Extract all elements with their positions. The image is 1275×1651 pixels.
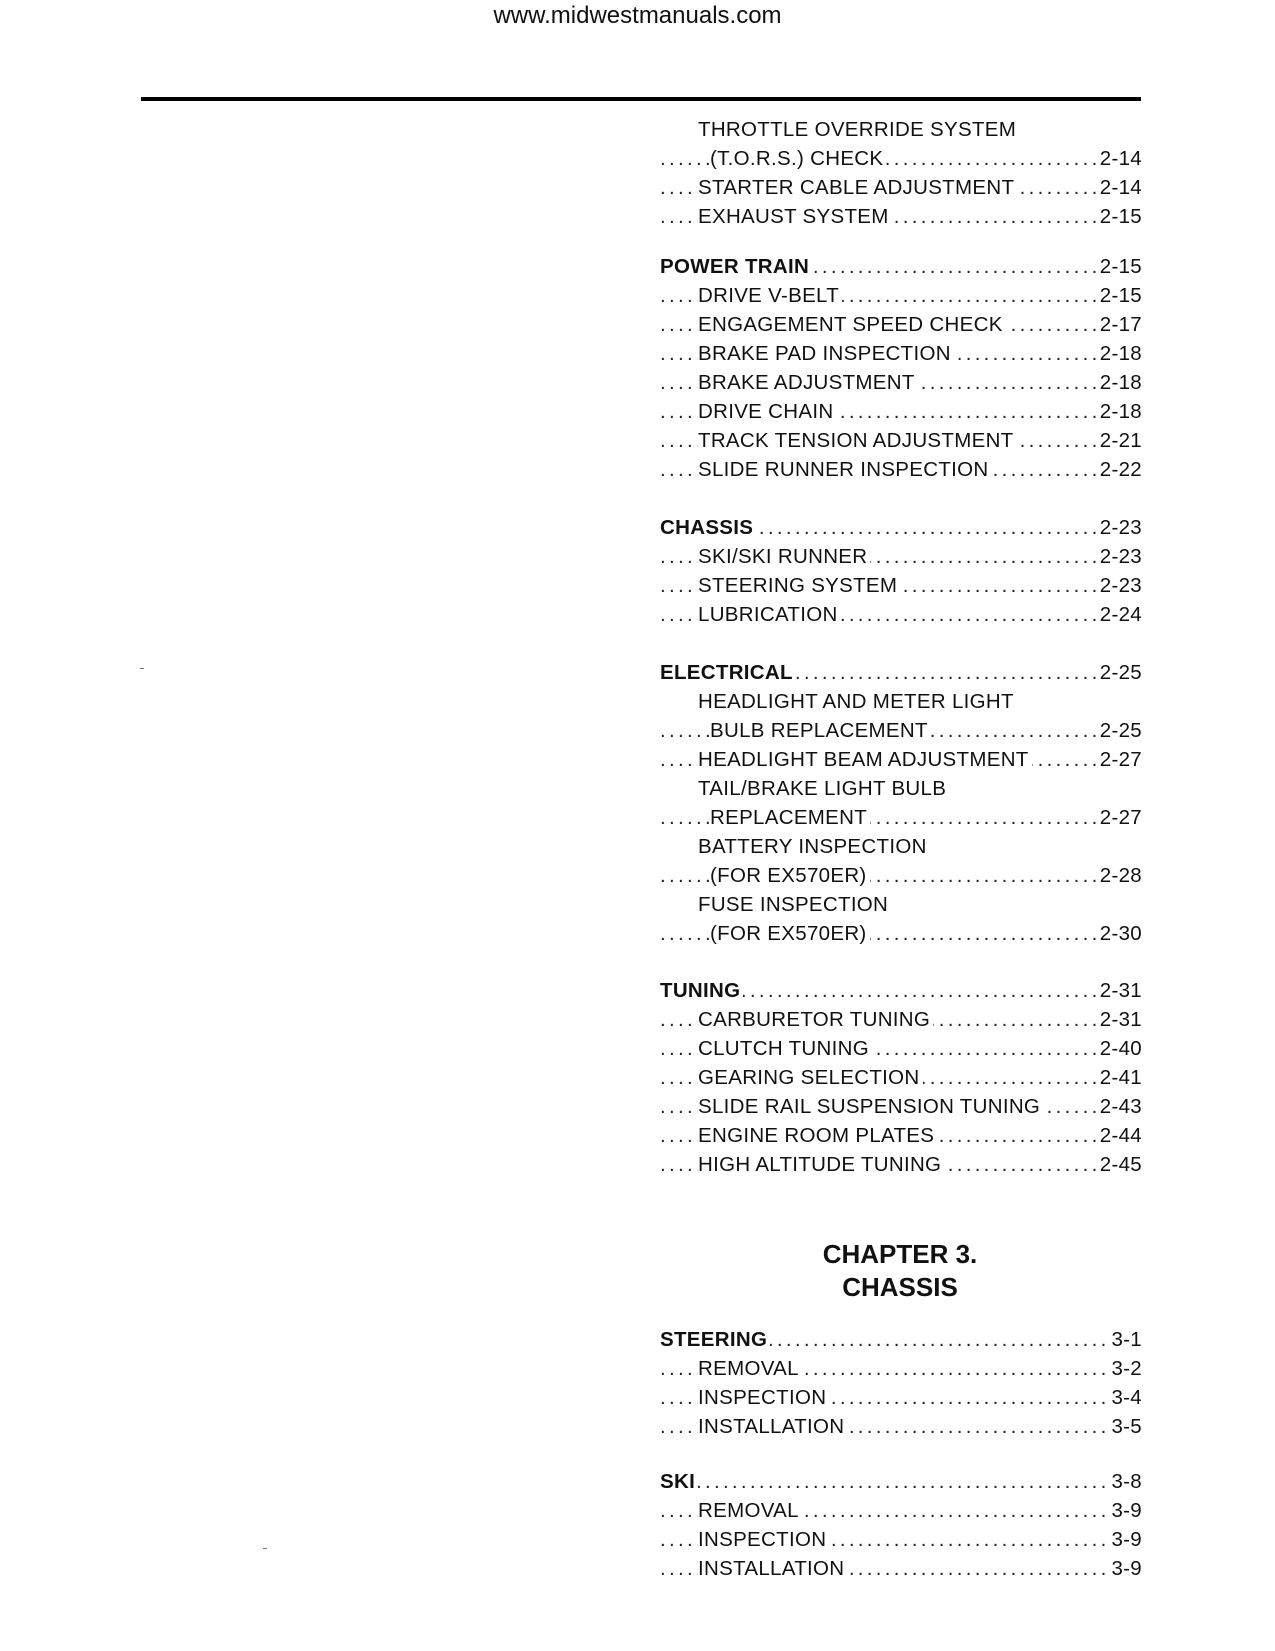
toc-entry-page: 3-4 xyxy=(1109,1383,1142,1412)
toc-entry[interactable] xyxy=(660,1150,1142,1179)
toc-entry-title: STEERING xyxy=(660,1328,770,1351)
toc-entry[interactable] xyxy=(660,173,1142,202)
toc-entry-page: 2-18 xyxy=(1098,397,1142,426)
toc-entry[interactable] xyxy=(660,1412,1142,1441)
toc-entry-page: 3-5 xyxy=(1109,1412,1142,1441)
toc-section-heading[interactable] xyxy=(660,513,1142,542)
site-url[interactable]: www.midwestmanuals.com xyxy=(493,2,782,29)
toc-entry-title: INSPECTION xyxy=(698,1528,829,1551)
toc-entry-page: 3-2 xyxy=(1109,1354,1142,1383)
toc-entry-page: 2-25 xyxy=(1098,716,1142,745)
toc-entry-title: ENGAGEMENT SPEED CHECK xyxy=(698,313,1006,336)
toc-entry-title: GEARING SELECTION xyxy=(698,1066,923,1089)
toc-entry[interactable] xyxy=(660,542,1142,571)
toc-entry-title: BRAKE ADJUSTMENT xyxy=(698,371,918,394)
toc-entry-page: 2-45 xyxy=(1098,1150,1142,1179)
toc-entry-page: 2-27 xyxy=(1098,745,1142,774)
toc-entry-title: BATTERY INSPECTION xyxy=(698,835,930,858)
toc-entry-page: 2-17 xyxy=(1098,310,1142,339)
toc-entry-page: 2-27 xyxy=(1098,803,1142,832)
toc-entry[interactable] xyxy=(660,202,1142,231)
toc-entry[interactable] xyxy=(660,716,1142,745)
toc-entry[interactable] xyxy=(660,1554,1142,1583)
toc-entry-page: 3-1 xyxy=(1109,1325,1142,1354)
toc-entry[interactable] xyxy=(660,339,1142,368)
toc-entry-page: 2-25 xyxy=(1098,658,1142,687)
toc-section-heading[interactable] xyxy=(660,658,1142,687)
toc-entry-page: 2-15 xyxy=(1098,281,1142,310)
toc-section-heading[interactable] xyxy=(660,976,1142,1005)
toc-entry-title: (FOR EX570ER) xyxy=(710,922,870,945)
toc-entry-title: CARBURETOR TUNING xyxy=(698,1008,933,1031)
toc-entry[interactable] xyxy=(660,600,1142,629)
toc-entry[interactable] xyxy=(660,890,1142,919)
toc-entry-title: SLIDE RUNNER INSPECTION xyxy=(698,458,992,481)
toc-entry[interactable] xyxy=(660,1354,1142,1383)
toc-entry-title: FUSE INSPECTION xyxy=(698,893,891,916)
toc-entry-title: HIGH ALTITUDE TUNING xyxy=(698,1153,944,1176)
toc-entry[interactable] xyxy=(660,571,1142,600)
toc-entry-title: (T.O.R.S.) CHECK xyxy=(710,147,886,170)
toc-entry-page: 2-40 xyxy=(1098,1034,1142,1063)
toc-entry-page: 2-23 xyxy=(1098,513,1142,542)
header-rule xyxy=(141,97,1141,101)
toc-entry[interactable] xyxy=(660,1525,1142,1554)
toc-section-heading[interactable] xyxy=(660,1325,1142,1354)
toc-section xyxy=(660,1325,1142,1441)
toc-section xyxy=(660,252,1142,484)
toc-entry[interactable] xyxy=(660,281,1142,310)
toc-entry-title: TUNING xyxy=(660,979,743,1002)
toc-section-heading[interactable] xyxy=(660,1467,1142,1496)
chapter-heading xyxy=(760,1238,1040,1304)
toc-entry-page: 2-28 xyxy=(1098,861,1142,890)
toc-entry-title: LUBRICATION xyxy=(698,603,841,626)
toc-entry-title: (FOR EX570ER) xyxy=(710,864,870,887)
toc-entry-title: DRIVE CHAIN xyxy=(698,400,836,423)
toc-entry-title: TRACK TENSION ADJUSTMENT xyxy=(698,429,1017,452)
toc-entry[interactable] xyxy=(660,1005,1142,1034)
toc-entry[interactable] xyxy=(660,310,1142,339)
toc-entry[interactable] xyxy=(660,1063,1142,1092)
toc-entry[interactable] xyxy=(660,1121,1142,1150)
toc-entry-page: 2-15 xyxy=(1098,202,1142,231)
toc-entry[interactable] xyxy=(660,115,1142,144)
toc-entry[interactable] xyxy=(660,745,1142,774)
toc-entry-page: 2-31 xyxy=(1098,976,1142,1005)
toc-entry-page: 3-9 xyxy=(1109,1554,1142,1583)
toc-section xyxy=(660,513,1142,629)
toc-entry-title: HEADLIGHT AND METER LIGHT xyxy=(698,690,1017,713)
toc-entry-page: 2-43 xyxy=(1098,1092,1142,1121)
toc-entry-title: THROTTLE OVERRIDE SYSTEM xyxy=(698,118,1019,141)
toc-entry-page: 2-18 xyxy=(1098,339,1142,368)
toc-entry-title: BRAKE PAD INSPECTION xyxy=(698,342,954,365)
toc-entry-page: 2-22 xyxy=(1098,455,1142,484)
toc-entry[interactable] xyxy=(660,455,1142,484)
toc-entry-page: 2-14 xyxy=(1098,144,1142,173)
toc-entry[interactable] xyxy=(660,1034,1142,1063)
toc-entry-title: CLUTCH TUNING xyxy=(698,1037,872,1060)
toc-entry-title: CHASSIS xyxy=(660,516,756,539)
toc-entry-title: SLIDE RAIL SUSPENSION TUNING xyxy=(698,1095,1043,1118)
toc-entry[interactable] xyxy=(660,832,1142,861)
toc-entry-title: REPLACEMENT xyxy=(710,806,870,829)
toc-entry-title: INSTALLATION xyxy=(698,1557,847,1580)
toc-entry-page: 2-24 xyxy=(1098,600,1142,629)
toc-section xyxy=(660,658,1142,948)
toc-entry-title: ENGINE ROOM PLATES xyxy=(698,1124,937,1147)
toc-entry-title: ELECTRICAL xyxy=(660,661,796,684)
toc-entry[interactable] xyxy=(660,426,1142,455)
toc-entry-page: 2-21 xyxy=(1098,426,1142,455)
toc-entry-title: STARTER CABLE ADJUSTMENT xyxy=(698,176,1017,199)
chapter-number: CHAPTER 3. xyxy=(822,1239,978,1269)
toc-entry-page: 2-15 xyxy=(1098,252,1142,281)
toc-section xyxy=(660,115,1142,231)
toc-entry-title: INSPECTION xyxy=(698,1386,829,1409)
toc-entry-title: REMOVAL xyxy=(698,1499,802,1522)
toc-entry-page: 2-44 xyxy=(1098,1121,1142,1150)
toc-entry-page: 2-23 xyxy=(1098,542,1142,571)
toc-entry[interactable] xyxy=(660,919,1142,948)
toc-section-heading[interactable] xyxy=(660,252,1142,281)
toc-entry-title: BULB REPLACEMENT xyxy=(710,719,931,742)
toc-entry[interactable] xyxy=(660,803,1142,832)
toc-entry[interactable] xyxy=(660,1092,1142,1121)
toc-section xyxy=(660,1467,1142,1583)
toc-entry-title: SKI xyxy=(660,1470,698,1493)
toc-entry[interactable] xyxy=(660,144,1142,173)
toc-entry-title: HEADLIGHT BEAM ADJUSTMENT xyxy=(698,748,1032,771)
toc-entry[interactable] xyxy=(660,861,1142,890)
toc-entry-page: 2-30 xyxy=(1098,919,1142,948)
toc-entry-page: 2-18 xyxy=(1098,368,1142,397)
toc-entry-page: 3-8 xyxy=(1109,1467,1142,1496)
toc-entry[interactable] xyxy=(660,368,1142,397)
toc-entry-page: 2-31 xyxy=(1098,1005,1142,1034)
toc-entry-page: 3-9 xyxy=(1109,1525,1142,1554)
toc-entry[interactable] xyxy=(660,397,1142,426)
scan-speck xyxy=(263,1548,267,1549)
toc-entry-title: STEERING SYSTEM xyxy=(698,574,900,597)
toc-entry-title: TAIL/BRAKE LIGHT BULB xyxy=(698,777,949,800)
toc-entry[interactable] xyxy=(660,1496,1142,1525)
toc-entry-page: 2-23 xyxy=(1098,571,1142,600)
toc-entry-title: INSTALLATION xyxy=(698,1415,847,1438)
toc-entry-title: REMOVAL xyxy=(698,1357,802,1380)
toc-entry-page: 2-41 xyxy=(1098,1063,1142,1092)
toc-entry[interactable] xyxy=(660,687,1142,716)
toc-section xyxy=(660,976,1142,1179)
toc-entry-page: 2-14 xyxy=(1098,173,1142,202)
toc-entry-page: 3-9 xyxy=(1109,1496,1142,1525)
scan-speck xyxy=(140,668,144,669)
toc-entry-title: EXHAUST SYSTEM xyxy=(698,205,892,228)
toc-entry-title: DRIVE V-BELT xyxy=(698,284,842,307)
toc-entry[interactable] xyxy=(660,1383,1142,1412)
toc-entry-title: SKI/SKI RUNNER xyxy=(698,545,870,568)
toc-entry-title: POWER TRAIN xyxy=(660,255,812,278)
chapter-title: CHASSIS xyxy=(842,1272,958,1302)
toc-entry[interactable] xyxy=(660,774,1142,803)
